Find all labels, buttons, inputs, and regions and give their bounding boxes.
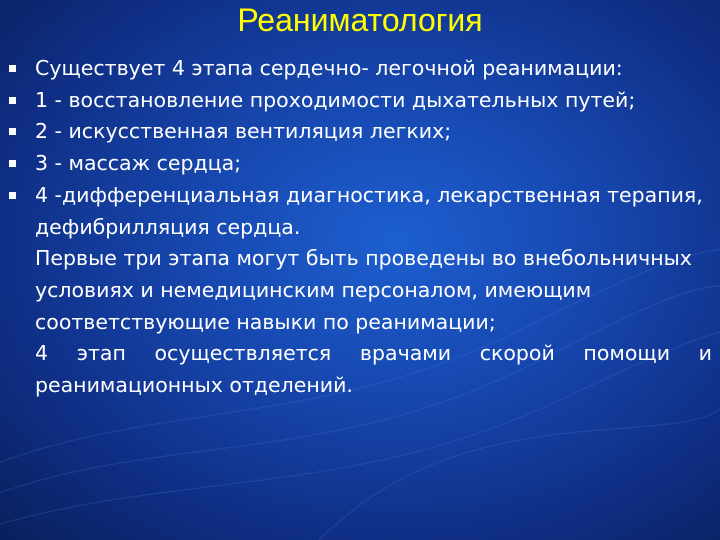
list-item-note: 4 этап осуществляется врачами скорой помощи и — [35, 341, 712, 366]
list-item-text: 2 - искусственная вентиляция легких; — [35, 119, 452, 144]
list-item-text: 4 -дифференциальная диагностика, лекарственная терапия, дефибрилляция сердца. — [35, 182, 703, 239]
list-item — [0, 148, 720, 180]
bullet-list — [0, 53, 720, 402]
list-item-text: 1 - восстановление проходимости дыхательных путей; — [35, 87, 636, 112]
bullet-square-icon — [9, 97, 16, 104]
bullet-square-icon — [9, 65, 16, 72]
bullet-square-icon — [9, 160, 16, 167]
slide-title: Реаниматология — [237, 2, 483, 38]
bullet-square-icon — [9, 128, 16, 135]
list-item — [0, 53, 720, 85]
list-item-note: реанимационных отделений. — [35, 373, 353, 398]
bullet-square-icon — [9, 192, 16, 199]
list-item — [0, 116, 720, 148]
list-item — [0, 85, 720, 117]
list-item-text: 3 - массаж сердца; — [35, 151, 242, 176]
list-item — [0, 180, 720, 402]
list-item-note: Первые три этапа могут быть проведены во внебольничных условиях и немедицинским персоналом, имеющим соответствующие навыки по реанимации; — [35, 246, 692, 334]
list-item-text: Существует 4 этапа сердечно- легочной реанимации: — [35, 56, 623, 80]
